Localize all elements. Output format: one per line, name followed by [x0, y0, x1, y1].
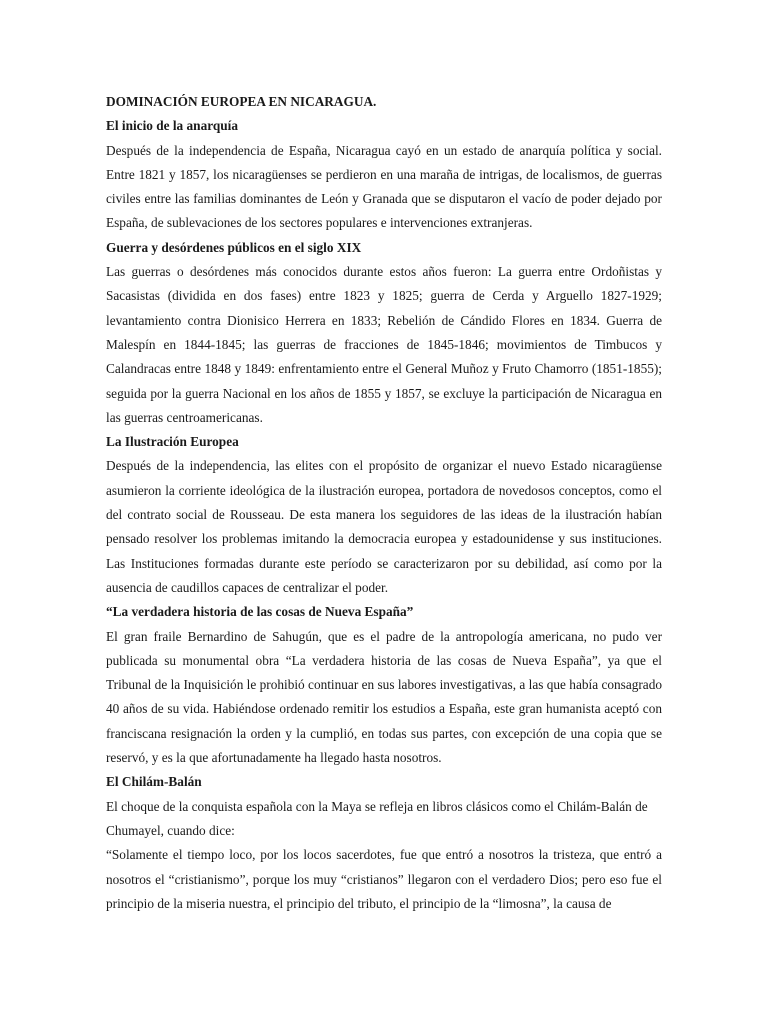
section-heading: El Chilám-Balán [106, 774, 202, 790]
section-paragraph: Después de la independencia, las elites con el propósito de organizar el nuevo Estado nicaragüense asumieron la corriente ideológica de la ilustración europea, portadora de novedosos conceptos, como el del contrato social de Rousseau. De esta manera los seguidores de las ideas de la ilustración habían pensado resolver los problemas imitando la democracia europea y estadounidense y sus instituciones. Las Instituciones formadas durante este período se caracterizaron por su debilidad, así como por la ausencia de caudillos capaces de centralizar el poder. [106, 458, 662, 595]
section-heading: Guerra y desórdenes públicos en el siglo XIX [106, 239, 362, 255]
document-title: DOMINACIÓN EUROPEA EN NICARAGUA. [106, 94, 377, 109]
document-page [106, 90, 662, 916]
section-paragraph: “Solamente el tiempo loco, por los locos sacerdotes, fue que entró a nosotros la tristeza, que entró a nosotros el “cristianismo”, porque los muy “cristianos” llegaron con el verdadero Dios; pero eso fue el principio de la miseria nuestra, el principio del tributo, el principio de la “limosna”, la causa de [106, 847, 662, 911]
section-paragraph: El gran fraile Bernardino de Sahugún, que es el padre de la antropología americana, no pudo ver publicada su monumental obra “La verdadera historia de las cosas de Nueva España”, ya que el Tribunal de la Inquisición le prohibió continuar en sus labores investigativas, a las que había consagrado 40 años de su vida. Habiéndose ordenado remitir los estudios a España, este gran humanista aceptó con franciscana resignación la orden y la cumplió, en todas sus partes, con excepción de una copia que se reservó, y es la que afortunadamente ha llegado hasta nosotros. [106, 628, 662, 766]
section-heading: “La verdadera historia de las cosas de Nueva España” [106, 604, 414, 620]
section-paragraph: El choque de la conquista española con la Maya se refleja en libros clásicos como el Chilám-Balán de Chumayel, cuando dice: [106, 798, 648, 838]
section-paragraph: Las guerras o desórdenes más conocidos durante estos años fueron: La guerra entre Ordoñistas y Sacasistas (dividida en dos fases) entre 1823 y 1825; guerra de Cerda y Arguello 1827-1929; levantamiento contra Dionisico Herrera en 1833; Rebelión de Cándido Flores en 1834. Guerra de Malespín en 1844-1845; las guerras de fracciones de 1845-1846; movimientos de Timbucos y Calandracas entre 1848 y 1849: enfrentamiento entre el General Muñoz y Fruto Chamorro (1851-1855); seguida por la guerra Nacional en los años de 1855 y 1857, se excluye la participación de Nicaragua en las guerras centroamericanas. [106, 264, 662, 425]
section-heading: La Ilustración Europea [106, 434, 239, 450]
section-heading: El inicio de la anarquía [106, 118, 239, 134]
section-paragraph: Después de la independencia de España, Nicaragua cayó en un estado de anarquía política y social. Entre 1821 y 1857, los nicaragüenses se perdieron en una maraña de intrigas, de localismos, de guerras civiles entre las familias dominantes de León y Granada que se disputaron el vacío de poder dejado por España, de sublevaciones de los sectores populares e intervenciones extranjeras. [106, 142, 662, 231]
